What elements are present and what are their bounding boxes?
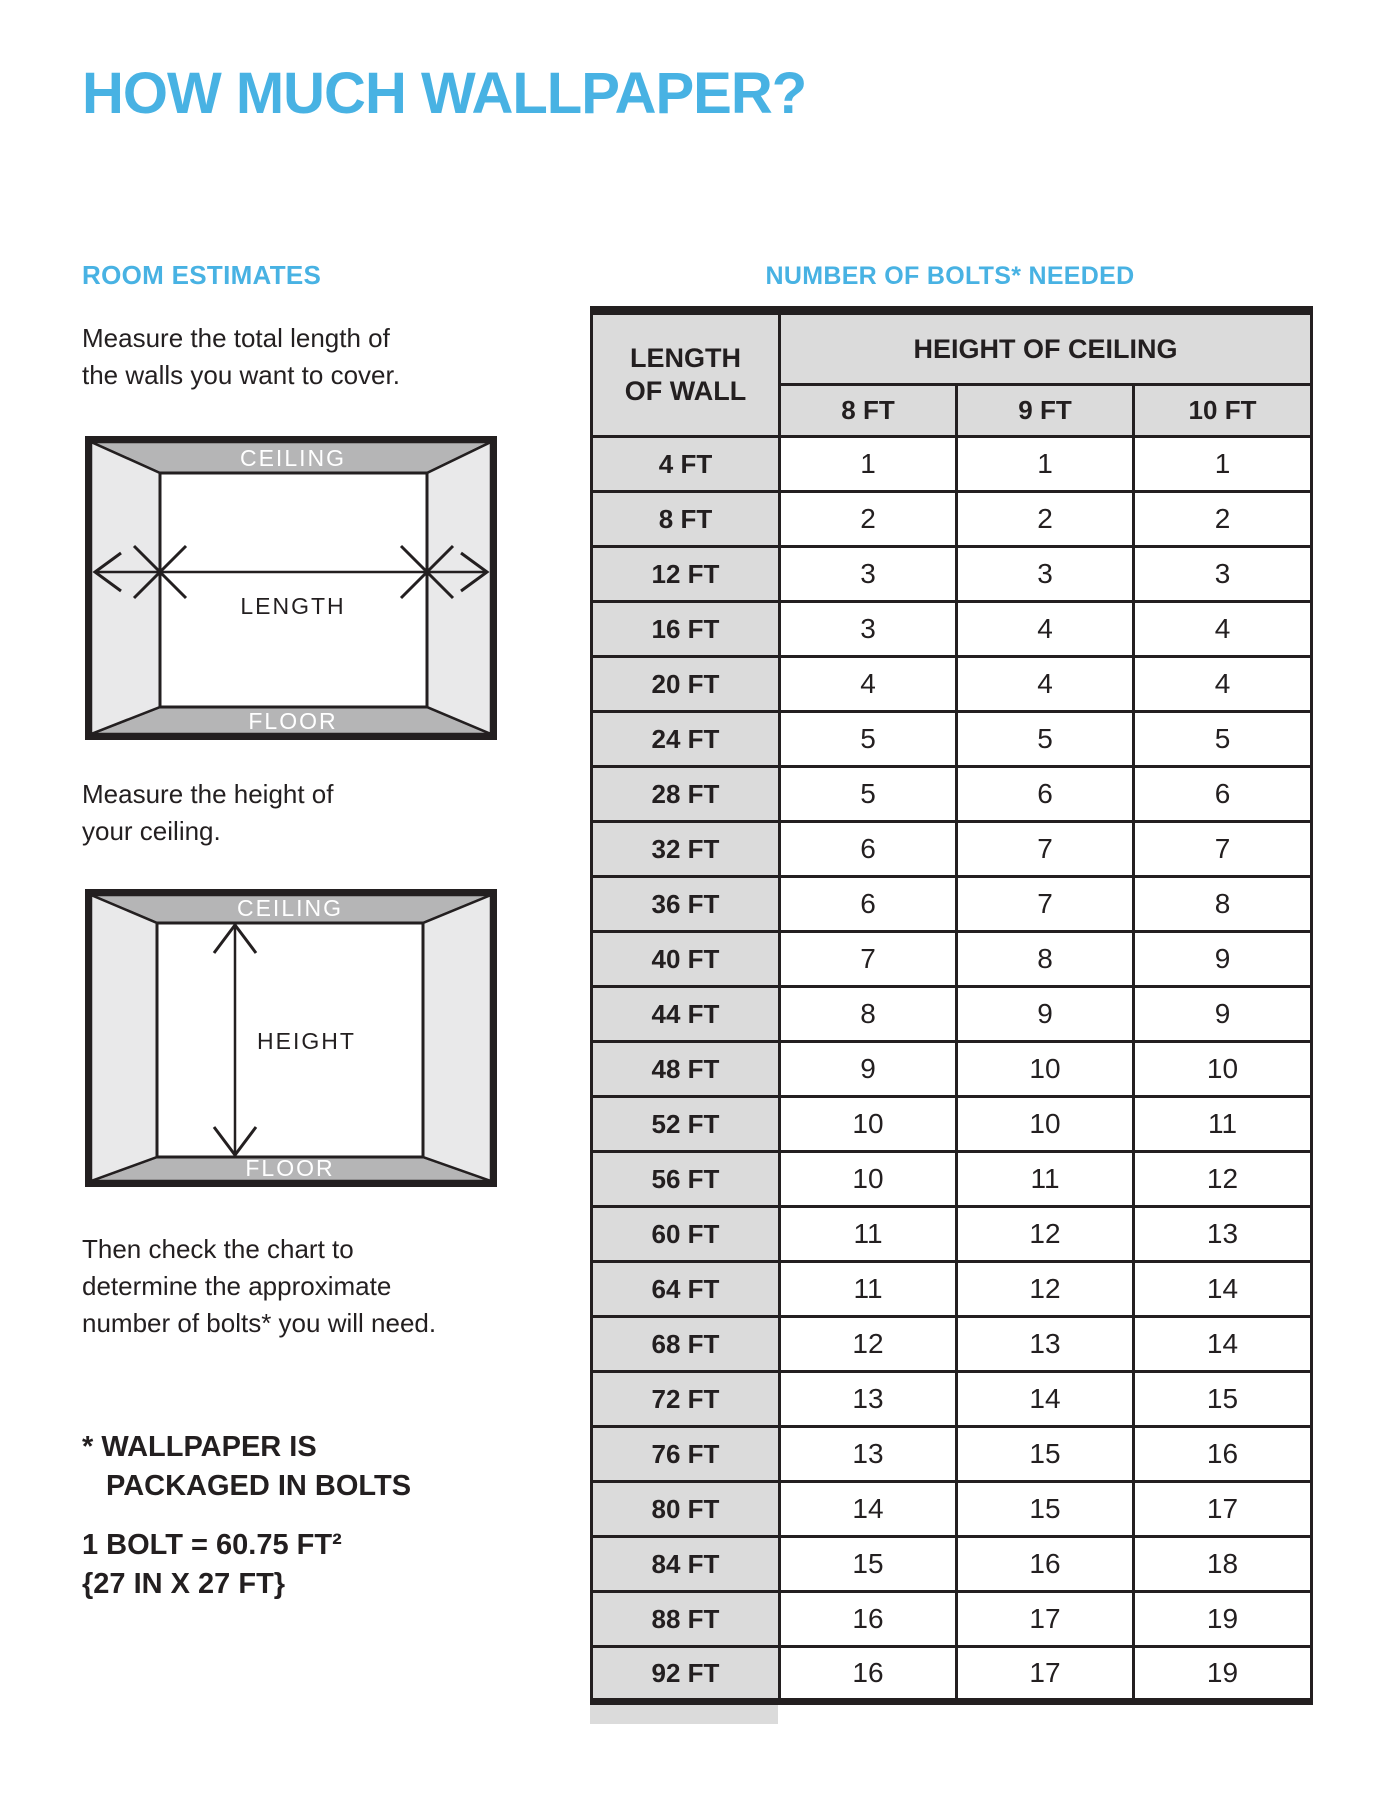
bolts-8ft-cell: 6 [780, 877, 957, 932]
step-3-instructions [82, 1231, 436, 1342]
bolts-10ft-cell: 15 [1134, 1372, 1312, 1427]
ceiling-height-group-header: HEIGHT OF CEILING [780, 311, 1312, 385]
bolt-size-note [82, 1526, 342, 1604]
bolts-9ft-cell: 17 [957, 1647, 1134, 1702]
bolts-9ft-cell: 4 [957, 602, 1134, 657]
table-row [592, 1262, 1312, 1317]
bolts-10ft-cell: 9 [1134, 987, 1312, 1042]
bolts-9ft-cell: 2 [957, 492, 1134, 547]
footnote-line: * WALLPAPER IS [82, 1431, 317, 1463]
bolts-10ft-cell: 3 [1134, 547, 1312, 602]
bolts-8ft-cell: 13 [780, 1427, 957, 1482]
floor-label: FLOOR [245, 1155, 335, 1181]
table-row [592, 602, 1312, 657]
bolts-10ft-cell: 19 [1134, 1647, 1312, 1702]
bolts-10ft-cell: 9 [1134, 932, 1312, 987]
bolts-8ft-cell: 5 [780, 712, 957, 767]
bolts-9ft-cell: 1 [957, 437, 1134, 492]
bolts-8ft-cell: 5 [780, 767, 957, 822]
bolts-9ft-cell: 16 [957, 1537, 1134, 1592]
column-header-8ft: 8 FT [780, 385, 957, 437]
bolts-10ft-cell: 6 [1134, 767, 1312, 822]
wall-length-cell: 80 FT [592, 1482, 780, 1537]
bolts-9ft-cell: 3 [957, 547, 1134, 602]
wall-length-cell: 36 FT [592, 877, 780, 932]
table-row [592, 1427, 1312, 1482]
bolts-9ft-cell: 13 [957, 1317, 1134, 1372]
bolts-8ft-cell: 7 [780, 932, 957, 987]
wall-length-cell: 60 FT [592, 1207, 780, 1262]
wall-length-header-line: LENGTH [630, 343, 741, 373]
bolts-9ft-cell: 7 [957, 877, 1134, 932]
step-1-line: Measure the total length of [82, 323, 390, 353]
table-row [592, 1537, 1312, 1592]
bolts-9ft-cell: 10 [957, 1097, 1134, 1152]
bolts-10ft-cell: 14 [1134, 1317, 1312, 1372]
bolts-10ft-cell: 8 [1134, 877, 1312, 932]
bolts-9ft-cell: 8 [957, 932, 1134, 987]
bolts-10ft-cell: 19 [1134, 1592, 1312, 1647]
bolts-8ft-cell: 16 [780, 1647, 957, 1702]
step-2-instructions [82, 776, 334, 850]
table-row [592, 1592, 1312, 1647]
wall-length-cell: 64 FT [592, 1262, 780, 1317]
step-3-line: determine the approximate [82, 1271, 392, 1301]
bolts-8ft-cell: 11 [780, 1262, 957, 1317]
wall-length-cell: 40 FT [592, 932, 780, 987]
wall-length-cell: 76 FT [592, 1427, 780, 1482]
wall-length-cell: 48 FT [592, 1042, 780, 1097]
length-label: LENGTH [240, 593, 346, 619]
bolt-note-line: {27 IN X 27 FT} [82, 1568, 286, 1600]
bolts-9ft-cell: 10 [957, 1042, 1134, 1097]
bolts-10ft-cell: 4 [1134, 657, 1312, 712]
column-header-10ft: 10 FT [1134, 385, 1312, 437]
wall-length-cell: 84 FT [592, 1537, 780, 1592]
bolts-10ft-cell: 14 [1134, 1262, 1312, 1317]
bolts-8ft-cell: 4 [780, 657, 957, 712]
page-title: HOW MUCH WALLPAPER? [82, 61, 807, 126]
wall-length-cell: 24 FT [592, 712, 780, 767]
bolts-10ft-cell: 16 [1134, 1427, 1312, 1482]
bolts-9ft-cell: 15 [957, 1427, 1134, 1482]
footnote-line: PACKAGED IN BOLTS [106, 1470, 412, 1502]
table-row [592, 437, 1312, 492]
bolts-9ft-cell: 14 [957, 1372, 1134, 1427]
bolts-8ft-cell: 14 [780, 1482, 957, 1537]
left-wall-plane [91, 895, 157, 1181]
ceiling-label: CEILING [239, 445, 347, 471]
wall-length-cell: 8 FT [592, 492, 780, 547]
bolts-9ft-cell: 12 [957, 1262, 1134, 1317]
table-row [592, 657, 1312, 712]
bolts-needed-table [590, 306, 1313, 1705]
table-row [592, 1647, 1312, 1702]
table-row [592, 932, 1312, 987]
wall-length-cell: 16 FT [592, 602, 780, 657]
bolts-10ft-cell: 12 [1134, 1152, 1312, 1207]
bolts-9ft-cell: 9 [957, 987, 1134, 1042]
room-height-diagram [85, 889, 497, 1187]
wall-length-cell: 20 FT [592, 657, 780, 712]
table-caption: NUMBER OF BOLTS* NEEDED [765, 262, 1135, 290]
bolts-9ft-cell: 5 [957, 712, 1134, 767]
bolts-9ft-cell: 11 [957, 1152, 1134, 1207]
wall-length-cell: 52 FT [592, 1097, 780, 1152]
table-row [592, 547, 1312, 602]
bolts-10ft-cell: 7 [1134, 822, 1312, 877]
table-row [592, 987, 1312, 1042]
wall-length-cell: 28 FT [592, 767, 780, 822]
room-length-diagram [85, 436, 497, 740]
wall-length-cell: 32 FT [592, 822, 780, 877]
wall-length-cell: 92 FT [592, 1647, 780, 1702]
wall-length-header [592, 311, 780, 437]
table-row [592, 822, 1312, 877]
wall-length-cell: 88 FT [592, 1592, 780, 1647]
bolts-8ft-cell: 10 [780, 1097, 957, 1152]
right-wall-plane [423, 895, 491, 1181]
back-wall-plane [160, 473, 427, 707]
bolts-9ft-cell: 12 [957, 1207, 1134, 1262]
bolts-8ft-cell: 12 [780, 1317, 957, 1372]
bolts-10ft-cell: 10 [1134, 1042, 1312, 1097]
table-row [592, 492, 1312, 547]
bolts-10ft-cell: 2 [1134, 492, 1312, 547]
bolts-9ft-cell: 7 [957, 822, 1134, 877]
wall-length-cell: 12 FT [592, 547, 780, 602]
bolts-8ft-cell: 16 [780, 1592, 957, 1647]
bolts-9ft-cell: 6 [957, 767, 1134, 822]
step-3-line: number of bolts* you will need. [82, 1308, 437, 1338]
bolts-10ft-cell: 4 [1134, 602, 1312, 657]
bolts-8ft-cell: 1 [780, 437, 957, 492]
bolts-9ft-cell: 15 [957, 1482, 1134, 1537]
wall-length-cell: 4 FT [592, 437, 780, 492]
wall-length-cell: 56 FT [592, 1152, 780, 1207]
bolts-10ft-cell: 1 [1134, 437, 1312, 492]
wall-length-cell: 72 FT [592, 1372, 780, 1427]
section-heading-room-estimates: ROOM ESTIMATES [82, 260, 322, 290]
bolts-9ft-cell: 4 [957, 657, 1134, 712]
table-row [592, 1317, 1312, 1372]
bolts-8ft-cell: 11 [780, 1207, 957, 1262]
bolts-8ft-cell: 15 [780, 1537, 957, 1592]
wall-length-cell: 68 FT [592, 1317, 780, 1372]
step-2-line: Measure the height of [82, 779, 334, 809]
floor-label: FLOOR [248, 708, 338, 734]
table-row [592, 1097, 1312, 1152]
bolts-8ft-cell: 10 [780, 1152, 957, 1207]
bolts-8ft-cell: 3 [780, 602, 957, 657]
bolts-10ft-cell: 11 [1134, 1097, 1312, 1152]
bolts-10ft-cell: 17 [1134, 1482, 1312, 1537]
wall-length-cell: 44 FT [592, 987, 780, 1042]
column-header-9ft: 9 FT [957, 385, 1134, 437]
bolts-8ft-cell: 2 [780, 492, 957, 547]
wall-length-header-line: OF WALL [624, 376, 747, 406]
step-1-line: the walls you want to cover. [82, 360, 400, 390]
table-row [592, 1482, 1312, 1537]
height-label: HEIGHT [257, 1028, 356, 1054]
ceiling-label: CEILING [236, 895, 344, 921]
bolts-9ft-cell: 17 [957, 1592, 1134, 1647]
table-row [592, 767, 1312, 822]
wallpaper-bolts-footnote [82, 1428, 411, 1506]
bolts-10ft-cell: 13 [1134, 1207, 1312, 1262]
bolts-10ft-cell: 5 [1134, 712, 1312, 767]
table-row [592, 1207, 1312, 1262]
table-row [592, 877, 1312, 932]
step-2-line: your ceiling. [82, 816, 221, 846]
table-row [592, 1042, 1312, 1097]
table-header-row [592, 311, 1312, 385]
table-row [592, 1372, 1312, 1427]
step-1-instructions [82, 320, 400, 394]
bolts-8ft-cell: 9 [780, 1042, 957, 1097]
right-wall-plane [427, 442, 491, 734]
bolts-8ft-cell: 6 [780, 822, 957, 877]
left-wall-plane [91, 442, 160, 734]
bolt-note-line: 1 BOLT = 60.75 FT² [82, 1529, 342, 1561]
table-row [592, 712, 1312, 767]
step-3-line: Then check the chart to [82, 1234, 354, 1264]
bolts-8ft-cell: 3 [780, 547, 957, 602]
bolts-10ft-cell: 18 [1134, 1537, 1312, 1592]
table-row [592, 1152, 1312, 1207]
bolts-8ft-cell: 13 [780, 1372, 957, 1427]
bolts-8ft-cell: 8 [780, 987, 957, 1042]
